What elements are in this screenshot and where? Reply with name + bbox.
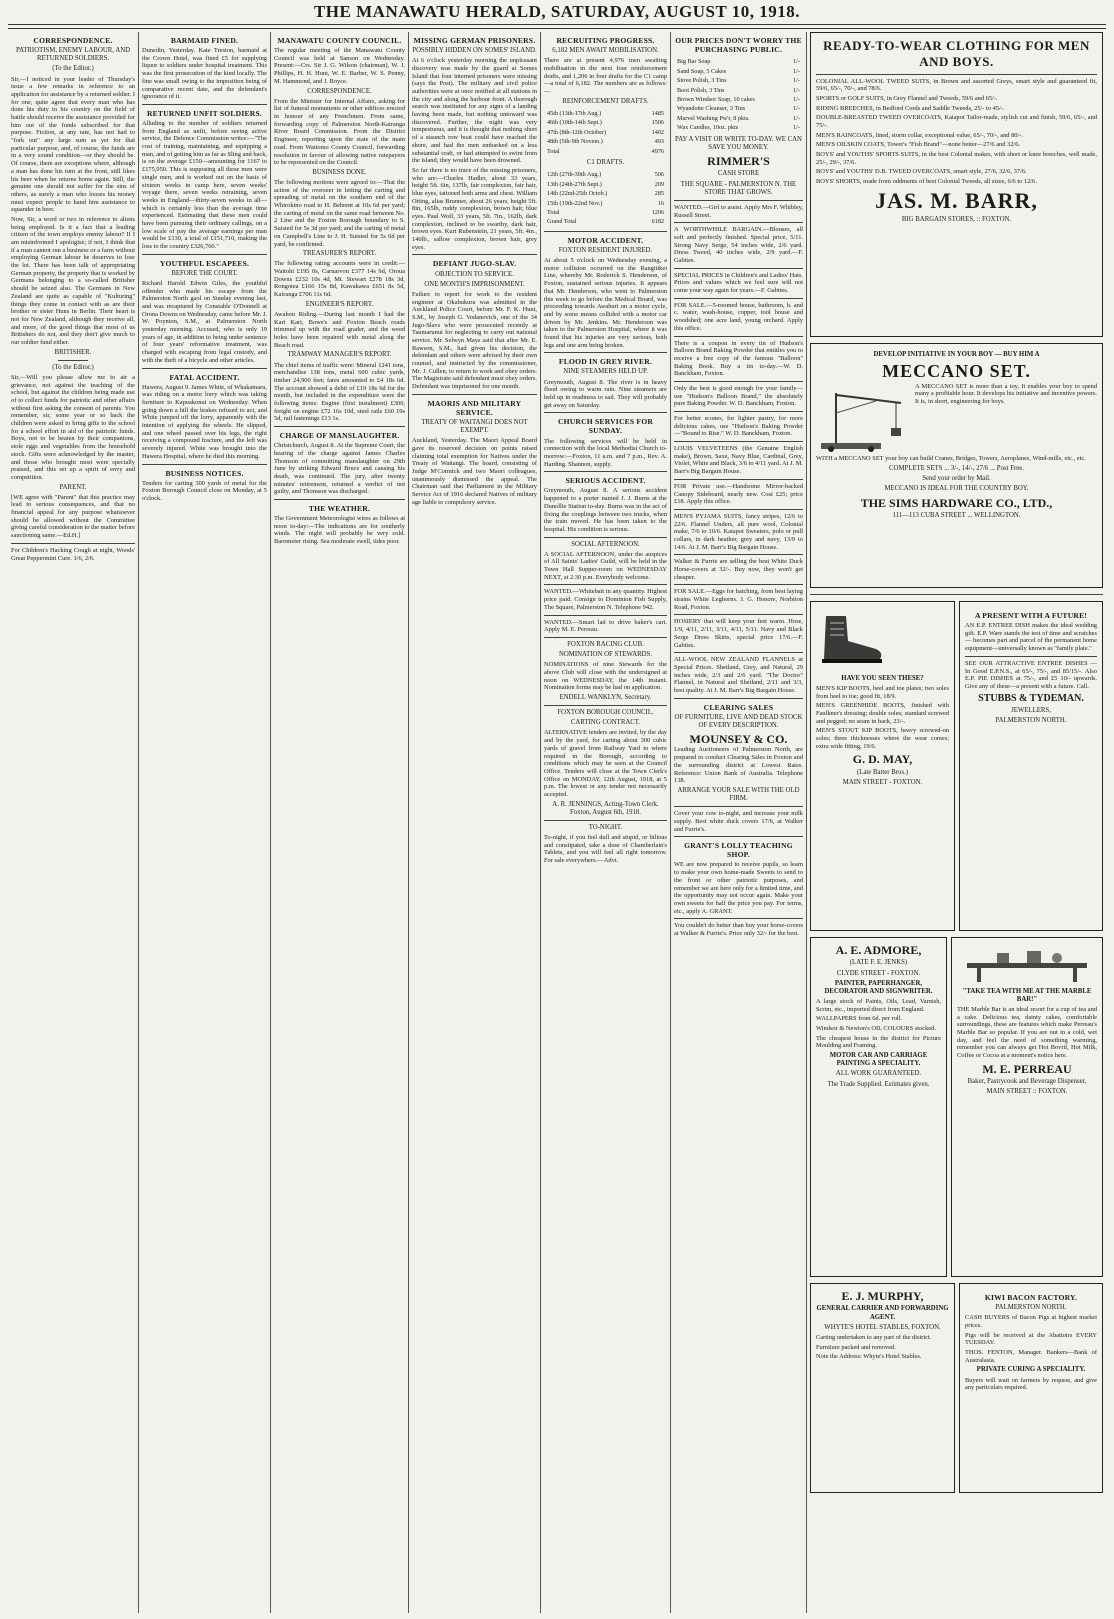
meccano-text: A MECCANO SET is more than a toy. It enables your boy to spend many a profitable hour. It develops his initiative and inventive powers. It is, in short, engineering for boys. — [915, 382, 1097, 406]
column-display-ads — [807, 32, 1106, 1613]
table-row: 45th (13th-17th Aug.) 1485 — [547, 109, 664, 117]
heading-barmaid-fined: BARMAID FINED. — [170, 36, 239, 45]
classified-ad: LOUIS VELVETEENS (the Genuine English make), Brown, Saxe, Navy Blue, Cardinal, Grey, Violet, White and Black, 3/6 to 4/11 yard. At J. M. Barr's Big Bargain House. — [674, 445, 804, 476]
meccano-name: MECCANO SET. — [882, 361, 1031, 382]
letter-text: Sir,—Will you please allow me to air a grievance, not against the teaching of the school, but against the children being made use of to collect funds for patriotic and other affairs without first asking the consent of parents. You remember, sir, some year or so back the children were asked to bring gifts to the school for a school effort in aid of the patriotic funds. Boys, not to be beaten by their companions, stole eggs and vegetables from the household stock. Gifts were acknowledged by the master, and those who brought most were specially praised, and this set up a spirit of envy and competition. — [11, 373, 135, 481]
letter-text: Now, Sir, a word or two in reference to aliens being employed. Is it a fact that a leading citizen of the town employs enemy labour? If I am misinformed I apologise; if not, I think that if a man cannot run a business or a farm without employing German labour he deserves to lose the lot. There has been talk of appropriating German property, the property that is worked by Germans belonging to a so-called Britisher should be seized also. The Germans in New Zealand are quite as capable of "Kulturing" things they come in contact with as are their brother or sister Huns in Berlin. Their heart is not for New Zealand, although they receive all, and more, of the good things that most of us Britishers do not, and they don't give much to our soldier fund either. — [11, 215, 135, 346]
may-item: MEN'S KIP BOOTS, heel and toe plates; two soles from heel to toe; good fit, 18/9. — [816, 684, 949, 700]
perreau-sub: Baker, Pastrycook and Beverage Dispenser, — [967, 1078, 1087, 1086]
article-text: From the Minister for Internal Affairs, asking for list of funeral monuments or other edifices erected in honour of any Frenchmen. From same, forwarding copy of Palmerston North-Kairanga River Board Commission. From the District Engineer, reporting upon the state of the main road. From Waitomo County Council, forwarding resolution in favour of allowing native ratepayers to be represented on the Council. — [274, 97, 405, 167]
column-county-council — [271, 32, 408, 1613]
kiwi-sub: PALMERSTON NORTH. — [995, 1304, 1067, 1312]
heading-defiant-jugo-slav: DEFIANT JUGO-SLAV. — [432, 259, 517, 269]
barr-sub: BIG BARGAIN STORES, :: FOXTON. — [901, 216, 1012, 224]
article-text: Richard Harold Edwin Giles, the youthful offender who made his escape from the Palmerston North gaol on Sunday evening last, and was recaptured by Constable O'Donnell at Orona Downs on Wednesday, came before Mr. J. W. Poynton, S.M., at Palmerston North yesterday morning. Accused, who is only 19 years of age, in addition to being under sentence of four years' reformative treatment, was charged with escaping from legal custody, and with the theft of a bicycle and other articles. — [142, 279, 267, 364]
column-news-2 — [139, 32, 270, 1613]
murphy-trade: GENERAL CARRIER AND FORWARDING AGENT. — [816, 1305, 949, 1321]
signature: A. R. JENNINGS, Acting-Town Clerk. Foxton, August 6th, 1918. — [552, 800, 659, 816]
table-row: 15th (19th-22nd Nov.) 16 — [547, 199, 664, 207]
heading-maoris-and-military-service: MAORIS AND MILITARY SERVICE. — [427, 398, 522, 417]
editor-note: [WE agree with "Parent" that this practice may lead to serious consequences, and that no financial appeal for any purpose whatsoever should be allowed without the Committee giving careful consideration to the matter before sanctioning same.—Ed.H.] — [11, 493, 135, 540]
article-text: At 6 o'clock yesterday morning the unpleasant discovery was made by the guard at Somes Island that four interned prisoners were missing (says the Post). The military and civil police authorities were at once notified at all stations in the city and along the harbour front. A thorough search was instituted for any signs of a landing having been made, but nothing untoward was discovered. Further, the night was very tempestuous, and it is thought that nothing short of a staunch row boat could have reached the shore, and had the men embarked on a less substantial craft, or had attempted to swim from the island, they would have been drowned. — [412, 57, 537, 165]
table-row: Boot Polish, 3 Tins 1/- — [677, 86, 800, 94]
classified-ad: SPECIAL PRICES in Children's and Ladies' Hats. Prices and values which we feel sure will not come your way again for years.—F. Gabites. — [674, 271, 803, 295]
admore-name: A. E. ADMORE, — [835, 943, 922, 957]
heading-missing-german-prisoners: MISSING GERMAN PRISONERS. — [413, 36, 536, 45]
subheading: ENGINEER'S REPORT. — [305, 300, 374, 308]
classified-ad: WANTED.—Girl to assist. Apply Mrs F. Whibley, Russell Street. — [674, 203, 803, 219]
heading-motor-accident: MOTOR ACCIDENT. — [567, 235, 644, 245]
subheading: TRAMWAY MANAGER'S REPORT. — [287, 351, 392, 359]
article-text: Christchurch, August 8. At the Supreme Court, the hearing of the charge against James Charles Thomson of committing manslaughter on 29th June by striking Edward Bruce and causing his death, was continued. The jury, after twenty minutes' retirement, returned a verdict of not guilty, and Thomson was discharged. — [274, 442, 405, 496]
article-text: The following rating accounts were in credit:—Waitohi £195 0s, Carnarvon £377 14s 9d, Oroua Downs £232 10s 4d, Mt. Stewart £278 18s 3d, Rongotea £166 15s 8d, Kawakawa £651 8s 5d, Kairanga £706 11s 6d. — [274, 260, 405, 299]
masthead: THE MANAWATU HERALD, SATURDAY, AUGUST 10, 1918. — [313, 2, 801, 21]
advert-text: For Children's Hacking Cough at night, Woods' Great Peppermint Cure. 1/6, 2/6. — [11, 546, 135, 562]
admore-text: ALL WORK GUARANTEED. — [835, 1070, 922, 1078]
masthead-rule-bottom — [8, 28, 1106, 29]
column-news-5 — [541, 32, 670, 1613]
article-text: So far there is no trace of the missing prisoners, who are:—Charles Hadler, about 33 years, height 5ft. 6in, 137lb, fair complexion, fair hair, blue eyes, tattooed both arms and chest. William Otting, alias Brunner, about 26 years, height 5ft. 8in, 165lb, ruddy complexion, brown hair, blue eyes. Paul Wolf, 33 years, 5ft. 7in., 162lb, dark complexion, inclined to be swarthy, dark hair, brown eyes. Kurt Rubenstein, 21 years, 5ft. 4in., 140lb., sallow complexion, brown hair, grey eyes. — [412, 166, 537, 251]
stubbs-address: PALMERSTON NORTH. — [995, 716, 1067, 724]
barr-item: COLONIAL ALL-WOOL TWEED SUITS, in Brown and assorted Greys, smart style and guaranteed fit, 59/6, 65/-, 70/-, and 78/6. — [816, 77, 1097, 93]
advert-m-e-perreau — [951, 937, 1103, 1277]
heading-correspondence: CORRESPONDENCE. — [33, 36, 113, 45]
heading-manawatu-county-council: MANAWATU COUNTY COUNCIL. — [277, 36, 402, 45]
subheading: ARRANGE YOUR SALE WITH THE OLD FIRM. — [677, 786, 800, 803]
column-news-4 — [409, 32, 540, 1613]
stubbs-name: STUBBS & TYDEMAN. — [978, 692, 1084, 704]
classified-ad: FOR Private use.—Handsome Mirror-backed Canopy Sideboard, nearly new. Cost £25; price £18. Apply this office. — [674, 482, 803, 506]
barr-item: DOUBLE-BREASTED TWEED OVERCOATS, Kaiapoi Tailor-made, stylish cut and finish, 59/6, 65/-, and 75/-. — [816, 114, 1097, 129]
article-text: The following motions were agreed to:—That the action of the overseer in letting the carting and spreading of metal on the southern end of the Whirokino road to H. Behrent at 10s 6d per yard; the carting of metal on the same road between No. 2 Line and the Foxton Borough boundary to S. Suisted for 5s 3d per yard; and the carting of metal on Campbell's Line to J. H. Suisted for 5s 6d per yard, be confirmed. — [274, 179, 405, 248]
barr-item: BOYS' and YOUTHS' D.B. TWEED OVERCOATS, smart style, 27/6, 32/6, 37/6. — [816, 168, 1027, 176]
advert-stubbs-tydeman — [959, 601, 1103, 931]
may-address: MAIN STREET - FOXTON. — [842, 778, 923, 786]
admore-address: CLYDE STREET - FOXTON. — [836, 969, 921, 977]
subheading: CASH STORE — [717, 170, 760, 178]
subheading: POSSIBLY HIDDEN ON SOMES' ISLAND. — [412, 47, 537, 55]
table-row: 46th (10th-14th Sept.) 1506 — [547, 119, 664, 127]
classified-ad: Only the best is good enough for your family—use "Hudson's Balloon Brand," the absolutely pure Baking Powder. W. D. Banckham, Foxton. — [674, 384, 803, 408]
advert-meccano — [810, 343, 1103, 588]
subheading: PAY A VISIT OR WRITE TO-DAY. WE CAN SAVE YOU MONEY. — [675, 135, 802, 151]
admore-trade: PAINTER, PAPERHANGER, DECORATOR AND SIGNWRITER. — [824, 979, 933, 995]
classified-ad: FOR SALE.—5-roomed house, bathroom, h. and c. water, wash-house, copper, tool house and woodshed; one acre land, young orchard. Apply this office. — [674, 301, 803, 332]
article-text: Tenders for carting 300 yards of metal for the Foxton Borough Council close on Monday, at 5 o'clock. — [142, 479, 267, 503]
perreau-text: THE Marble Bar is an ideal resort for a cup of tea and a cake. Delicious tea, dainty cakes, comfortable surroundings, these are features which make Perreau's Marble Bar so popular. If you are out in a cold, wet day, and feel the need of something warming, remember you can always get Hot Bovril, Hot Milk, Coffee or Cocoa at a moment's notice here. — [957, 1006, 1097, 1060]
admore-text: The Trade Supplied. Estimates given. — [827, 1080, 930, 1088]
notice-text: WANTED.—Smart lad to drive baker's cart. Apply M. E. Perreau. — [544, 618, 667, 634]
advert-g-d-may — [810, 601, 955, 931]
table-row: Wax Candles, 10oz. pkts 1/- — [677, 124, 800, 132]
present-title: A PRESENT WITH A FUTURE! — [974, 611, 1088, 620]
subheading: TO-NIGHT. — [588, 823, 623, 831]
masthead-rule-top — [8, 24, 1106, 25]
boot-icon — [816, 611, 886, 666]
subheading: 6,182 MEN AWAIT MOBILISATION. — [552, 47, 659, 55]
article-text: Dunedin, Yesterday. Kate Treston, barmaid at the Crown Hotel, was fined £5 for supplying liquor to soldiers under hospital treatment. This was the first prosecution of the kind locally. The fine was small owing to the imposition being of comparative recent date, and the defendant's ignorance of it. — [142, 47, 267, 101]
classified-ad: ALL-WOOL NEW ZEALAND FLANNELS at Special Prices. Shetland, Grey, and Natural, 29 inches wide, 2/3 and 2/6 yard. "The Doctor" Flannel, in Natural and Shetland, 2/11 and 3/3, best quality. At J. M. Barr's Big Bargain House. — [674, 656, 803, 694]
subheading: BEFORE THE COURT. — [171, 269, 238, 277]
kiwi-text: THOS. FENTON, Manager. Bankers—Bank of Australasia. — [965, 1349, 1097, 1364]
subheading: ONE MONTH'S IMPRISONMENT. — [424, 280, 525, 288]
kiwi-text: Buyers will wait on farmers by request, and give any particulars required. — [965, 1376, 1097, 1392]
table-row: 13th (24th-27th Sept.) 209 — [547, 180, 664, 188]
heading-youthful-escapees: YOUTHFUL ESCAPEES. — [159, 258, 250, 268]
article-text: The Government Meteorologist wires as follows at noon to-day:—The indications are for southerly winds. The night will probably be very cold. Barometer rising. Sea moderate swell, tides poor. — [274, 515, 405, 546]
table-row: 47th (8th-12th October) 1402 — [547, 128, 664, 136]
advert-e-j-murphy — [810, 1283, 955, 1493]
admore-text: The cheapest house in the district for Picture Moulding and Framing. — [816, 1034, 941, 1050]
admore-text: A large stock of Paints, Oils, Lead, Varnish, Scrim, etc., imported direct from England. — [816, 998, 941, 1013]
subheading: OBJECTION TO SERVICE. — [435, 270, 514, 278]
table-row: 12th (27th-30th Aug.) 506 — [547, 171, 664, 179]
subheading: FOXTON RACING CLUB. — [567, 640, 644, 648]
column-correspondence — [8, 32, 138, 1613]
heading-returned-unfit-soldiers: RETURNED UNFIT SOLDIERS. — [146, 108, 262, 118]
table-row: Wyandotte Cleanser, 3 Tins 1/- — [677, 105, 800, 113]
article-text: Hawera, August 9. James White, of Whakamaru, was riding on a motor lorry which was taking furniture to Kapuakonui on Wednesday. When going down a hill the brakes refused to act, and White jumped off the lorry, apparently with the intention of applying the wheels. He slipped, and one wheel passed over his legs, the right receiving a compound fracture, and the left was severely injured. White was brought into the Hawera Hospital, where he died this morning. — [142, 383, 267, 460]
classified-ad: MEN'S PYJAMA SUITS, fancy stripes, 12/6 to 22/6. Flannel Unders, all pure wool, Colonial make, 7/6 to 10/6. Kaiapoi Sweaters, polo or pull collars, in dark heather, grey and navy, 13/9 to 14/6. At J. M. Barr's Big Bargain House. — [674, 512, 803, 551]
classified-ad: A WORTHWHILE BARGAIN.—Blouses, all soft and perfectly finished. Special price, 5/11. Strong Navy Serge, 54 inches wide, 2/6 yard. Dress Tweed, 40 inches wide, 2/9 yard.—F. Gabites. — [674, 226, 803, 265]
table-row: Total 1206 — [547, 208, 664, 216]
classified-ad: Leading Auctioneers of Palmerston North, are prepared to conduct Clearing Sales in Foxton and the surrounding district at Lowest Rates. Reference: Union Bank of Australia. Telephone 138. — [674, 746, 803, 785]
barr-item: BOYS' SHORTS, made from oddments of best Colonial Tweeds, all sizes, 6/6 to 12/6. — [816, 178, 1037, 186]
notice-text: ALTERNATIVE tenders are invited, by the day and by the yard, for carting about 300 cubic yards of gravel from Railway Yard to where required in the Borough, according to conditions which may be seen at the Council Office. Tenders will close at the Town Clerk's Office on MONDAY, 12th August, 1918, at 5 p.m. The lowest or any tender not necessarily accepted. — [544, 729, 667, 798]
advert-a-e-admore — [810, 937, 947, 1277]
article-text: Alluding to the number of soldiers returned from England as unfit, before seeing active service, the Defence Commission writes:—"The cost of training, maintaining, and equipping a man, and of getting him as far as Sling and back, is on the average £150—amounting for 1167 to £175,050. This is supposing all these men were single men, and is worked out on the basis of sixteen weeks in camp here, seven weeks' voyage there, seven weeks retraining, seven weeks in England—thirty-seven weeks in all—which is certainly less than the average time experienced. Estimating that these men could have been pursuing their ordinary callings, on a low scale of pay the average earnings per man would be £130, a total of £151,710, making the loss to the country £326,760." — [142, 120, 267, 251]
article-text: There are at present 4,976 men awaiting mobilisation in the next four reinforcement drafts, and 1,206 in four drafts for the C1 camp—a total of 6,182. The numbers are as follows:— — [544, 57, 667, 96]
subheading: FOXTON BOROUGH COUNCIL. — [557, 709, 654, 717]
table-row: Marvel Washing Pw'r, 8 pkts. 1/- — [677, 114, 800, 122]
admore-text: Windsor & Newton's OIL COLOURS stocked. — [816, 1025, 936, 1033]
table-heading: C1 DRAFTS. — [586, 159, 625, 167]
heading-clearing-sales: CLEARING SALES — [703, 702, 774, 712]
admore-sub: (LATE F. E. JENKS) — [849, 959, 908, 967]
mounsey-name: MOUNSEY & CO. — [689, 732, 788, 747]
table-row: 14th (22nd-25th Octob.) 285 — [547, 190, 664, 198]
classified-ad: You couldn't do better than buy your horse-covers at Walker & Furrie's. Price only 32/- for the best. — [674, 922, 803, 937]
murphy-name: E. J. MURPHY, — [841, 1289, 924, 1303]
admore-text: MOTOR CAR AND CARRIAGE PAINTING A SPECIALITY. — [829, 1052, 928, 1068]
classified-ad: Cover your cow to-night, and increase your milk supply. Best white duck covers 17/6, at Walker and Furrie's. — [674, 810, 803, 833]
meccano-text: MECCANO IS IDEAL FOR THE COUNTRY BOY. — [884, 485, 1029, 493]
barr-item: RIDING BREECHES, in Bedford Cords and Saddle Tweeds, 25/- to 45/-. — [816, 104, 1005, 112]
admore-text: WALLPAPERS from 6d. per roll. — [816, 1015, 903, 1023]
present-text: AN E.P. ENTREE DISH makes the ideal wedding gift. E.P. Ware stands the test of time and scratches — becomes part and parcel of the permanent home equipment—universally known as "family plate." — [965, 622, 1097, 653]
may-question: HAVE YOU SEEN THESE? — [841, 674, 924, 682]
subheading: CORRESPONDENCE. — [307, 87, 372, 95]
barr-item: BOYS' and YOUTHS' SPORTS SUITS, in the best Colonial makes, with short or knee breeches, well made, 25/-, 29/-, 37/6. — [816, 151, 1097, 166]
may-item: MEN'S STOUT KIP BOOTS, heavy screwed-on soles; three thicknesses where the wear comes; extra wide fitting, 19/6. — [816, 727, 949, 750]
article-text: Greymouth, August 8. The river is in heavy flood owing to warm rain. Nine steamers are held up in readiness to sail. They will probably get away on Saturday. — [544, 378, 667, 409]
table-row: Total 4976 — [547, 147, 664, 155]
notice-text: WANTED.—Whitebait in any quantity. Highest price paid. Consign to Dominion Fish Supply, The Square, Palmerston N. Telephone 942. — [544, 588, 667, 611]
tea-table-icon — [957, 943, 1097, 983]
heading-church-services: CHURCH SERVICES FOR SUNDAY. — [557, 417, 654, 436]
signature: BRITISHER. — [54, 348, 92, 356]
signature: ENDELL WANKLYN, Secretary. — [559, 693, 652, 701]
article-text: Auckland, Yesterday. The Maori Appeal Board gave its reserved decision on points raised claiming total exemption for Natives under the Treaty of Waitangi. The board, consisting of Judge M'Cormick and two Maori colleagues, unanimously dismissed the appeal. The Chairman said that Parliament in the Military Service Act of 1916 declared Natives of military age liable to compulsory service. — [412, 437, 537, 506]
sims-hardware-name: THE SIMS HARDWARE CO., LTD., — [860, 495, 1053, 510]
table-row: Stove Polish, 3 Tins 1/- — [677, 77, 800, 85]
article-text: Awahou Riding.—During last month I had the Kari Kari, Bowe's and Foxton Beach roads trimmed up with the road grader, and the weed holes have been repaired with metal along the Beach road. — [274, 310, 405, 349]
classified-ad: FOR SALE.—Eggs for hatching, from best laying strains White Leghorns. J. G. Honore, Norbiton Road, Foxton. — [674, 588, 803, 611]
table-row: Sand Soap, 5 Cakes 1/- — [677, 67, 800, 75]
heading-charge-of-manslaughter: CHARGE OF MANSLAUGHTER. — [279, 431, 400, 441]
heading-business-notices: BUSINESS NOTICES. — [165, 468, 244, 478]
table-row: Grand Total 6182 — [547, 218, 664, 226]
signature: PARENT. — [59, 483, 87, 491]
advert-kiwi-bacon — [959, 1283, 1103, 1493]
barr-title: READY-TO-WEAR CLOTHING FOR MEN AND BOYS. — [823, 38, 1090, 70]
perreau-name: M. E. PERREAU — [982, 1061, 1072, 1076]
kiwi-text: PRIVATE CURING A SPECIALITY. — [976, 1366, 1086, 1374]
meccano-text: WITH a MECCANO SET your boy can build Cranes, Bridges, Towers, Aeroplanes, Wind-mills, etc., etc. — [816, 455, 1086, 463]
table-heading: REINFORCEMENT DRAFTS. — [562, 97, 649, 105]
heading-serious-accident: SERIOUS ACCIDENT. — [565, 476, 646, 486]
subheading: FOXTON RESIDENT INJURED. — [558, 246, 653, 254]
letter-text: Sir,—I noticed in your leader of Thursday's issue a few remarks in reference to an application for assistance by a returned soldier. I for one, quite agree that every man who has done his duty to his country on the field of battle should receive the assistance provided for him out of the funds subscribed for that purpose. Fiction, at any rate, has not had to "fork out" any large sum as yet for that particular purpose, and, of course, the funds are in a very sound condition—or they should be. Of course, there are exceptions where, although a man has done his turn at the front, still likes his beer when he returns home again. Still, the genuine one should not suffer for the sins of others, as surely a man who looses his money must expect people to hand him assistance to squander in beer. — [11, 75, 135, 214]
barr-item: MEN'S OILSKIN COATS, Tower's "Fish Brand"—none better—27/6 and 32/6. — [816, 141, 1020, 149]
subheading: NOMINATION OF STEWARDS. — [558, 651, 653, 659]
kiwi-text: CASH BUYERS of Bacon Pigs at highest market prices. — [965, 1314, 1097, 1329]
notice-text: NOMINATIONS of nine Stewards for the above Club will close with the undersigned at noon on WEDNESDAY, the 14th instant. Nomination forms may be had on application. — [544, 661, 667, 692]
article-text: The regular meeting of the Manawatu County Council was held at Sanson on Wednesday. Present:—Crs. Sir J. G. Wilson (chairman), W. J. Phillips, H. H. Hunt, W. E. Barber, W. S. Penny, M. Hammond, and J. Boyce. — [274, 47, 405, 85]
sims-hardware-address: 111—113 CUBA STREET ... WELLINGTON. — [892, 511, 1021, 519]
advert-jas-m-barr — [810, 32, 1103, 337]
may-name: G. D. MAY, — [852, 752, 913, 767]
subheading: BUSINESS DONE. — [312, 168, 367, 176]
table-row: Brown Windsor Soap, 10 cakes 1/- — [677, 95, 800, 103]
kiwi-title: KIWI BACON FACTORY. — [984, 1293, 1078, 1302]
subheading: PATRIOTISM, ENEMY LABOUR, AND RETURNED SOLDIERS. — [15, 47, 131, 63]
murphy-text: Furniture packed and removed. — [816, 1343, 896, 1351]
meccano-price: COMPLETE SETS ... 3/-, 14/-, 27/6 ... Post Free. — [889, 465, 1024, 473]
table-row: 48th (5th-9th Novem.) 493 — [547, 138, 664, 146]
heading-grants-lolly-shop: GRANT'S LOLLY TEACHING SHOP. — [684, 841, 793, 860]
price-list — [674, 56, 803, 134]
classified-ad: There is a coupon in every tin of Hudson's Balloon Brand Baking Powder that entitles you to receive a free copy of the famous "Balloon" Baking Book. Buy a tin to-day.—W. D. Banckham, Foxton. — [674, 339, 803, 378]
meccano-text: Send your order by Mail. — [922, 475, 991, 483]
article-text: Failure to report for work to the resident engineer at Okahukura was admitted in the Auckland Police Court, before Mr. F. K. Hunt, S.M., by Joseph G. Vodanovich, one of the 34 Jugo-Slavs who were prosecuted recently at Taumarunui for neglecting to carry out national service. Mr. Selwyn Mays said that after Mr. E. Rawson, S.M., had given his decision, the defendant and others were advised by their own counsel, and instructed by the commissioner, Mr. J. Cullen, to return to work and obey orders. The Magistrate said defendant must obey orders. Defendant was imprisoned for one month. — [412, 290, 537, 391]
subheading: TREATY OF WAITANGI DOES NOT EXEMPT. — [421, 419, 528, 435]
c1-drafts-table — [544, 169, 667, 228]
advert-text: To-night, if you feel dull and stupid, or bilious and constipated, take a dose of Chamberlain's Tablets, and you will feel all right tomorrow. For sale everywhere.—Advt. — [544, 834, 667, 865]
notice-text: A SOCIAL AFTERNOON, under the auspices of All Saints' Ladies' Guild, will be held in the Town Hall Supper-room on WEDNESDAY NEXT, at 2.30 p.m. Everybody welcome. — [544, 550, 667, 581]
classified-ad: WE are now prepared to receive pupils, so learn to make your own home-made Sweets to send to the front or other patriotic purposes, and remember we are here only for a limited time, and the opportunity may not occur again. Make your own sweets for half the price you pay. For terms, etc., apply A. GRANT. — [674, 861, 803, 915]
article-text: At about 5 o'clock on Wednesday evening, a motor collision occurred on the Rangitikei Line, whereby Mr. Roderick S. Henderson, of Foxton, sustained serious injuries. It appears that Mr. Henderson, who went to Palmerston this week to go before the Medical Board, was proceeding towards Awahuri on a motor cycle, and by some means collided with a motor car driven by Mr. Jenkins. Mr. Henderson was taken to the Palmerston Hospital, where it was found that his injuries are very serious, both legs and one arm being broken. — [544, 257, 667, 349]
meccano-crane-icon — [816, 383, 911, 453]
subheading: THE SQUARE - PALMERSTON N. THE STORE THAT GROWS. — [680, 180, 797, 196]
meccano-tagline: DEVELOP INITIATIVE IN YOUR BOY — BUY HIM A — [873, 351, 1040, 358]
perreau-address: MAIN STREET :: FOXTON. — [986, 1088, 1068, 1096]
may-sub: (Late Batter Bros.) — [856, 768, 909, 776]
subheading: NINE STEAMERS HELD UP. — [563, 368, 648, 376]
perreau-title: "TAKE TEA WITH ME AT THE MARBLE BAR!" — [962, 987, 1092, 1003]
heading-flood-in-grey-river: FLOOD IN GREY RIVER. — [558, 357, 653, 367]
barr-name: JAS. M. BARR, — [875, 187, 1038, 213]
barr-item: SPORTS or GOLF SUITS, in Grey Flannel and Tweeds, 59/6 and 65/-. — [816, 94, 998, 102]
subheading: CARTING CONTRACT. — [570, 719, 641, 727]
heading-fatal-accident: FATAL ACCIDENT. — [169, 372, 240, 382]
may-item: MEN'S GREENHIDE BOOTS, finished with Faulkner's dressing; double soles; standard screwed and pegged; no seam in back, 23/-. — [816, 702, 949, 725]
rimmers-name: RIMMER'S — [707, 154, 770, 169]
subheading: (To the Editor.) — [52, 363, 94, 371]
barr-item: MEN'S RAINCOATS, lined, storm collar, exceptional value, 65/-, 70/-, and 80/-. — [816, 131, 1023, 139]
article-text: The following services will be held in connection with the local Methodist Church to-morrow:—Foxton, 11 a.m. and 7 p.m., Rev. A. Harding. Shannon, supply. — [544, 437, 667, 468]
subheading: OF FURNITURE, LIVE AND DEAD STOCK OF EVERY DESCRIPTION. — [674, 713, 803, 729]
present-text: SEE OUR ATTRACTIVE ENTREE DISHES — In Good E.P.N.S., at 65/-, 75/-, and 85/15/-. Also E.P. PIE DISHES at 75/-, and £5 10/- upwards. Give any of these—a present with a future. Call. — [965, 659, 1097, 690]
table-row: Big Bar Soap 1/- — [677, 58, 800, 66]
classified-ad: HOSIERY that will keep your feet warm. Hose, 1/9, 4/11, 2/11, 3/11, 4/11, 5/11. Navy and Black Serge Dress Skirts, special price 17/6.—F. Gabites. — [674, 618, 803, 649]
murphy-text: Carting undertaken to any part of the district. — [816, 1333, 932, 1341]
subheading: SOCIAL AFTERNOON. — [571, 540, 640, 548]
subheading: (To the Editor.) — [52, 65, 94, 73]
heading-the-weather: THE WEATHER. — [308, 504, 371, 513]
murphy-text: Note the Address: Whyte's Hotel Stables. — [816, 1353, 922, 1361]
stubbs-sub: JEWELLERS, — [1011, 706, 1051, 714]
article-text: The chief items of traffic were: Mineral 1241 tons, merchandise 138 tons, metal 600 cubic yards, timber 24,900 feet; fares amounted to £4 18s 6d. The account showed a debit of £19 18s 6d for the month, but included in the expenditure were the following items: Engine (first instalment) £300, freight on engine £72 16s 10d, steel rails £60 19s 5d, rail fastenings £13 1s. — [274, 361, 405, 423]
kiwi-text: Pigs will be received at the Abattoirs EVERY TUESDAY. — [965, 1331, 1097, 1347]
murphy-address: WHYTE'S HOTEL STABLES, FOXTON. — [824, 1323, 941, 1331]
reinforcement-table — [544, 108, 667, 157]
classified-ad: Walker & Furrie are selling the best White Duck Horse-covers at 32/-. Buy now, they won't get cheaper. — [674, 558, 803, 581]
classified-ad: For better scones, for lighter pastry, for more delicious cakes, use "Hudson's Baking Powder—"Bound to Rise." W. D. Banckham, Foxton. — [674, 415, 803, 438]
article-text: Greymouth, August 8. A serious accident happened to a porter named J. J. Burns at the Dunollie Station to-day. Burns was in the act of fixing the couplings between two trucks, when the train moved. He has been taken to the hospital. His condition is serious. — [544, 487, 667, 533]
heading-recruiting-progress: RECRUITING PROGRESS. — [556, 36, 655, 45]
heading-our-prices: OUR PRICES DON'T WORRY THE PURCHASING PUBLIC. — [675, 36, 802, 55]
column-adverts-6 — [671, 32, 806, 1613]
subheading: TREASURER'S REPORT. — [302, 250, 377, 258]
